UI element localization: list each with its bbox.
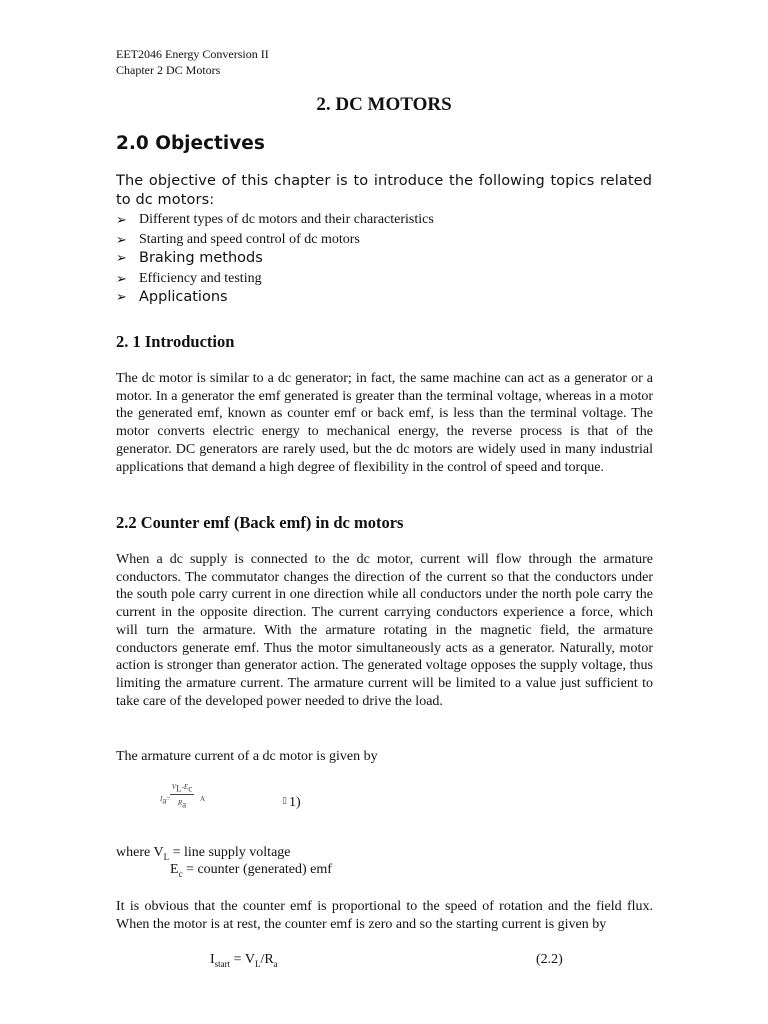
objectives-heading: 2.0 Objectives xyxy=(116,133,265,154)
where-line: where $V_L$ = line supply voltage xyxy=(116,845,291,862)
arrow-bullet-icon: ➢ xyxy=(116,231,127,247)
list-item xyxy=(116,249,676,269)
list-item xyxy=(116,288,676,308)
equation-unit: A xyxy=(200,795,206,803)
page-header xyxy=(116,46,269,78)
counter-emf-heading: 2.2 Counter emf (Back emf) in dc motors xyxy=(116,513,404,532)
ec-definition-line: $E_c$ = counter (generated) emf xyxy=(170,862,332,879)
equation-number-1: ▯ 1) xyxy=(282,795,301,810)
objectives-list xyxy=(116,210,676,308)
equation-number-2: (2.2) xyxy=(536,952,563,967)
list-item xyxy=(116,210,676,230)
chapter-label: Chapter 2 DC Motors xyxy=(116,63,221,77)
list-item-text: Efficiency and testing xyxy=(139,270,262,286)
page-title: 2. DC MOTORS xyxy=(316,94,452,115)
equation-denominator: $R_a$ xyxy=(177,799,187,810)
equation-2-1 xyxy=(160,783,220,828)
objectives-intro: The objective of this chapter is to introduce the following topics related to dc motors: xyxy=(116,173,652,208)
missing-glyph-icon: ▯ xyxy=(282,795,287,805)
arrow-bullet-icon: ➢ xyxy=(116,212,127,227)
arrow-bullet-icon: ➢ xyxy=(116,290,127,305)
armature-current-line: The armature current of a dc motor is given by xyxy=(116,749,378,764)
course-label: EET2046 Energy Conversion II xyxy=(116,47,269,61)
list-item-text: Applications xyxy=(139,289,228,305)
equation-numerator: $V_L-E_c$ xyxy=(171,783,193,794)
introduction-paragraph: The dc motor is similar to a dc generator; in fact, the same machine can act as a generator or a motor. In a generator the emf generated is greater than the terminal voltage, whereas in a motor the generated emf, known as counter emf or back emf, is less than the terminal voltage. The motor converts electric energy to mechanical energy, the reverse process is that of the generator. DC generators are rarely used, but the dc motors are widely used in many industrial applications that demand a high degree of flexibility in the control of speed and torque. xyxy=(116,371,653,475)
arrow-bullet-icon: ➢ xyxy=(116,270,127,286)
introduction-heading: 2. 1 Introduction xyxy=(116,332,235,351)
starting-current-paragraph: It is obvious that the counter emf is proportional to the speed of rotation and the field flux. When the motor is at rest, the counter emf is zero and so the starting current is given by xyxy=(116,899,653,932)
list-item xyxy=(116,269,676,289)
list-item-text: Braking methods xyxy=(139,250,263,266)
list-item xyxy=(116,230,676,250)
list-item-text: Starting and speed control of dc motors xyxy=(139,231,360,247)
arrow-bullet-icon: ➢ xyxy=(116,251,127,266)
counter-emf-paragraph: When a dc supply is connected to the dc motor, current will flow through the armature conductors. The commutator changes the direction of the current so that the conductors under the south pole carry current in one direction while all conductors under the north pole carry the current in the opposite direction. The current carrying conductors experience a force, which will turn the armature. With the armature rotating in the magnetic field, the armature conductors generate emf. Thus the motor simultaneously acts as a generator. Naturally, motor action is stronger than generator action. The generated voltage opposes the supply voltage, thus limiting the armature current. The armature current will be limited to a value just sufficient to take care of the developed power needed to drive the load. xyxy=(116,552,653,709)
equation-2-2: $I_{start} = V_L/R_a$ xyxy=(210,952,278,969)
equation-lhs: $I_a=$ xyxy=(160,795,171,806)
equation-fraction xyxy=(170,783,194,810)
list-item-text: Different types of dc motors and their characteristics xyxy=(139,212,434,227)
